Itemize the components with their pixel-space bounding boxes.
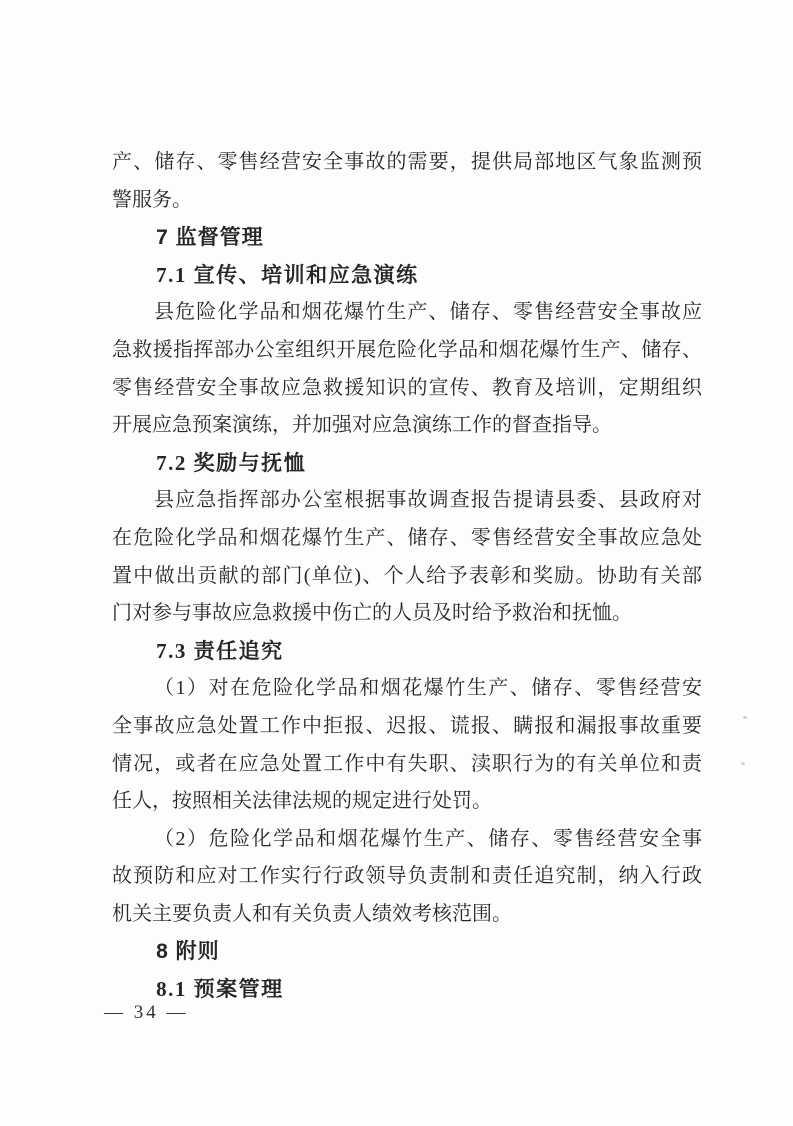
paragraph (112, 670, 702, 820)
text-line: 置中做出贡献的部门(单位)、个人给予表彰和奖励。协助有关部 (112, 564, 702, 587)
section-heading: 7 监督管理 (156, 226, 264, 250)
subsection-heading: 7.1 宣传、培训和应急演练 (156, 262, 419, 287)
paragraph (112, 144, 702, 219)
text-line: （2）危险化学品和烟花爆竹生产、储存、零售经营安全事 (154, 827, 702, 850)
text-line: 县应急指挥部办公室根据事故调查报告提请县委、县政府对 (154, 489, 702, 512)
text-line: 开展应急预案演练，并加强对应急演练工作的督查指导。 (112, 414, 612, 437)
page-content (112, 144, 702, 1009)
text-line: 警服务。 (112, 188, 192, 211)
text-line: 门对参与事故应急救援中伤亡的人员及时给予救治和抚恤。 (112, 602, 632, 625)
text-line: 急救援指挥部办公室组织开展危险化学品和烟花爆竹生产、储存、 (112, 338, 702, 361)
subsection-heading: 7.2 奖励与抚恤 (156, 450, 307, 475)
text-line: 产、储存、零售经营安全事故的需要，提供局部地区气象监测预 (112, 151, 702, 173)
text-line: 故预防和应对工作实行行政领导负责制和责任追究制，纳入行政 (112, 865, 702, 888)
text-line: 县危险化学品和烟花爆竹生产、储存、零售经营安全事故应 (154, 301, 702, 324)
text-line: （1）对在危险化学品和烟花爆竹生产、储存、零售经营安 (154, 677, 702, 700)
paragraph (112, 821, 702, 934)
scan-speck (741, 762, 745, 765)
scan-speck (743, 716, 747, 719)
page-number: — 34 — (104, 1002, 189, 1023)
paragraph (112, 482, 702, 632)
section-heading: 8 附则 (156, 940, 220, 964)
subsection-heading: 7.3 责任追究 (156, 638, 284, 663)
subsection-heading: 8.1 预案管理 (156, 977, 284, 1002)
text-line: 在危险化学品和烟花爆竹生产、储存、零售经营安全事故应急处 (112, 526, 702, 549)
text-line: 任人，按照相关法律法规的规定进行处罚。 (112, 790, 492, 813)
text-line: 情况，或者在应急处置工作中有失职、渎职行为的有关单位和责 (112, 752, 702, 775)
paragraph (112, 294, 702, 444)
text-line: 机关主要负责人和有关负责人绩效考核范围。 (112, 902, 512, 925)
text-line: 零售经营安全事故应急救援知识的宣传、教育及培训，定期组织 (112, 376, 702, 399)
text-line: 全事故应急处置工作中拒报、迟报、谎报、瞒报和漏报事故重要 (112, 714, 702, 737)
